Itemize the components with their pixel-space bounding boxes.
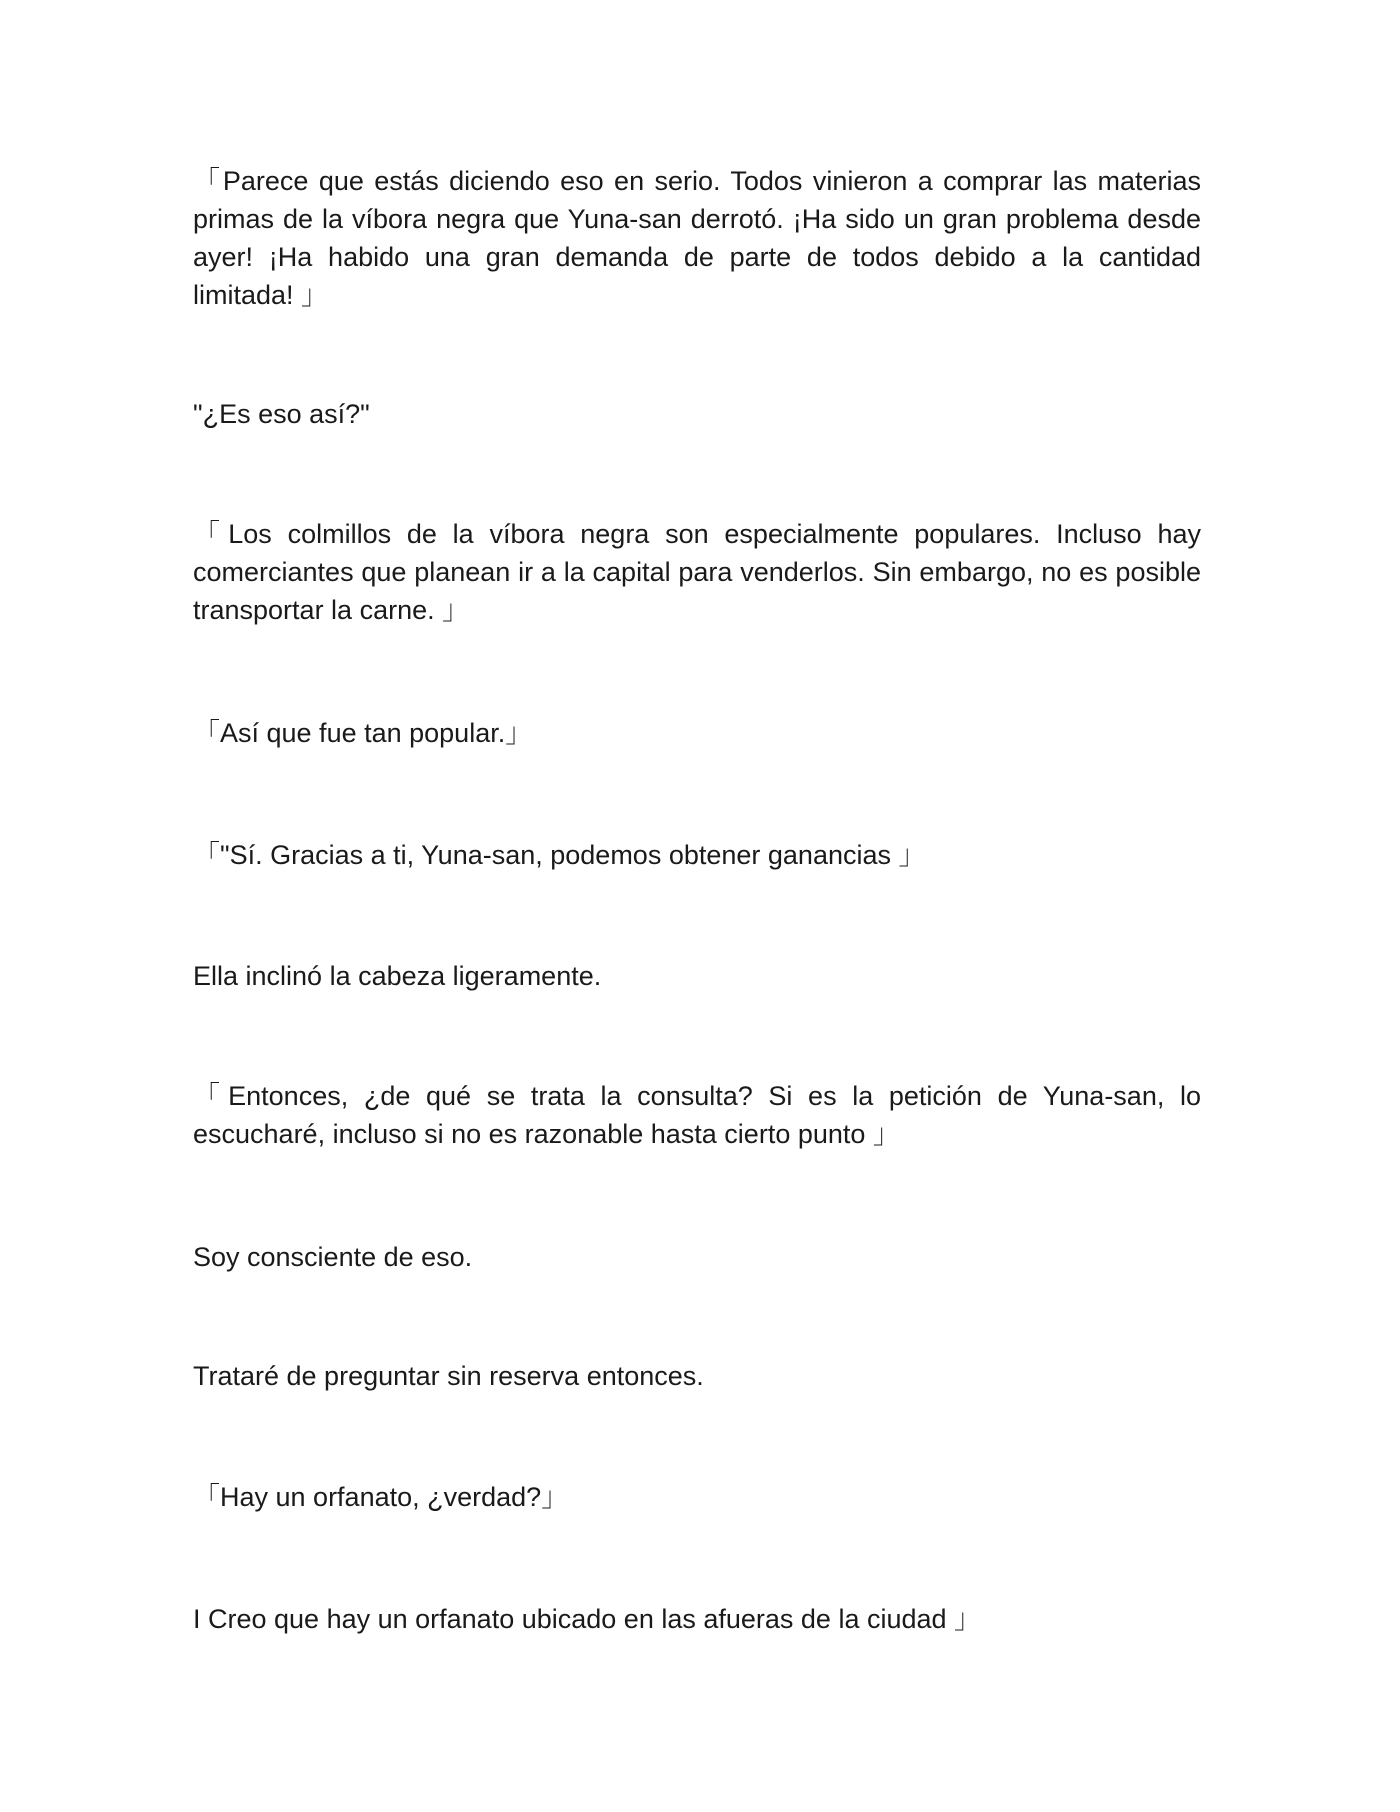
paragraph-1: 「Parece que estás diciendo eso en serio. Todos vinieron a comprar las materias primas de la víbora negra que Yuna-san derrotó. ¡Ha sido un gran problema desde ayer! ¡Ha habido una gran demanda de parte de todos debido a la cantidad limitada! 」: [193, 166, 1201, 310]
paragraph-2: "¿Es eso así?": [193, 399, 370, 429]
paragraph-7: 「Entonces, ¿de qué se trata la consulta? Si es la petición de Yuna-san, lo escucharé, incluso si no es razonable hasta cierto punto 」: [193, 1081, 1201, 1149]
paragraph-10: 「Hay un orfanato, ¿verdad?」: [193, 1482, 569, 1512]
paragraph-5: 「"Sí. Gracias a ti, Yuna-san, podemos obtener ganancias 」: [193, 840, 926, 870]
paragraph-11: I Creo que hay un orfanato ubicado en las afueras de la ciudad 」: [193, 1604, 982, 1634]
paragraph-3: 「Los colmillos de la víbora negra son especialmente populares. Incluso hay comerciantes que planean ir a la capital para venderlos. Sin embargo, no es posible transportar la carne. 」: [193, 519, 1201, 625]
paragraph-4: 「Así que fue tan popular.」: [193, 718, 533, 748]
paragraph-9: Trataré de preguntar sin reserva entonces.: [193, 1361, 704, 1391]
paragraph-6: Ella inclinó la cabeza ligeramente.: [193, 961, 602, 991]
paragraph-8: Soy consciente de eso.: [193, 1242, 473, 1272]
